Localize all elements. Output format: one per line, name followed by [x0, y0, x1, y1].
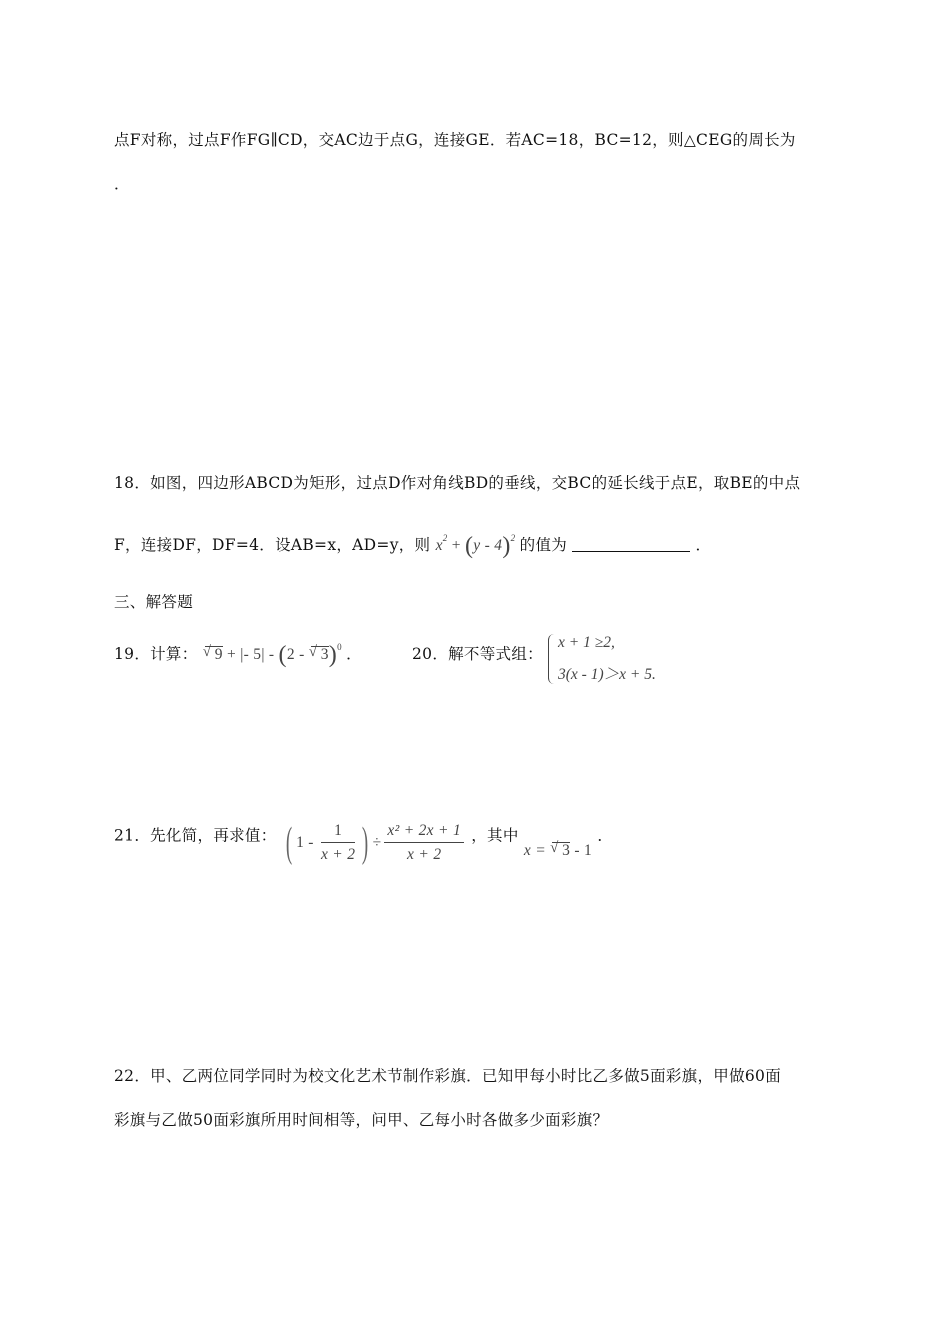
section-title: 三、解答题 [114, 593, 194, 611]
q20-row-1: x + 1 ≥2, [558, 634, 615, 651]
q18-text-end: ． [695, 536, 712, 554]
q19-minus: - [264, 646, 279, 663]
q18-expr-sup2: 2 [510, 533, 516, 543]
q18-expr-inner: y - 4 [473, 537, 503, 554]
q21-label: 21．先化简，再求值： [114, 826, 277, 845]
q21-frac1-den: x + 2 [320, 846, 356, 863]
q21-frac-2 [384, 822, 464, 864]
q19-abs: - 5 [243, 646, 262, 663]
q22-line-2: 彩旗与乙做50面彩旗所用时间相等，问甲、乙每小时各做多少面彩旗？ [114, 1111, 609, 1129]
q21-end: ． [597, 826, 614, 845]
q21-sqrt: √ 3 [552, 842, 570, 859]
q20-row-2: 3(x - 1)＞x + 5. [558, 666, 656, 683]
q18-text-pre: F，连接DF，DF=4．设AB=x，AD=y，则 [114, 536, 431, 554]
brace-icon [548, 634, 557, 684]
q21-one-minus: 1 - [296, 833, 318, 851]
q18-expr-x: x [435, 537, 443, 554]
q18-line-1: 18．如图，四边形ABCD为矩形，过点D作对角线BD的垂线，交BC的延长线于点E，取BE的中点 [114, 474, 801, 492]
q19-exp: 0 [337, 642, 342, 652]
q19-end: ． [346, 645, 362, 663]
q19 [114, 642, 362, 667]
q21-div: ÷ [372, 833, 382, 851]
q21-frac2-num: x² + 2x + 1 [384, 822, 464, 843]
q22-line-1: 22．甲、乙两位同学同时为校文化艺术节制作彩旗．已知甲每小时比乙多做5面彩旗，甲做60面 [114, 1067, 782, 1085]
q21 [114, 822, 613, 864]
q21-x-value [524, 842, 592, 860]
q19-plus: + [222, 646, 241, 663]
answer-blank[interactable] [572, 537, 690, 552]
q19-inner: 2 - [286, 646, 309, 663]
q21-frac1-num: 1 [321, 822, 355, 843]
q21-minus1: - 1 [570, 841, 593, 859]
q19-sqrt-3: √ 3 [311, 646, 329, 663]
q17-line-1: 点F对称，过点F作FG∥CD，交AC边于点G，连接GE．若AC=18，BC=12，则△CEG的周长为 [114, 131, 796, 149]
q21-expression: ( 1 - $\frac{1}{x + 2}$ ) ÷ $\frac{\text{x² + 2x + 1}}{x + 2}$ [282, 834, 471, 851]
q19-label: 19．计算： [114, 645, 198, 663]
q19-expression: √ 9 + |- 5| - (2 - √ 3)$^0$ [203, 646, 346, 663]
q21-mid: ，其中 [471, 826, 519, 845]
q17-line-2: ． [114, 175, 130, 193]
q18-text-post: 的值为 [519, 536, 568, 554]
q21-x-eq: x = [523, 841, 551, 859]
q18-expression: $x^2 + (y - 4)^2$ [435, 533, 516, 559]
q21-frac-1 [321, 822, 355, 864]
q21-frac2-den: x + 2 [407, 846, 442, 863]
q19-sqrt: √ 9 [205, 646, 223, 663]
q20-label: 20．解不等式组： [412, 645, 543, 663]
q18-expr-plus: + [447, 537, 465, 554]
q18-expr-sup: 2 [442, 533, 448, 543]
q18-line-2 [114, 533, 711, 558]
